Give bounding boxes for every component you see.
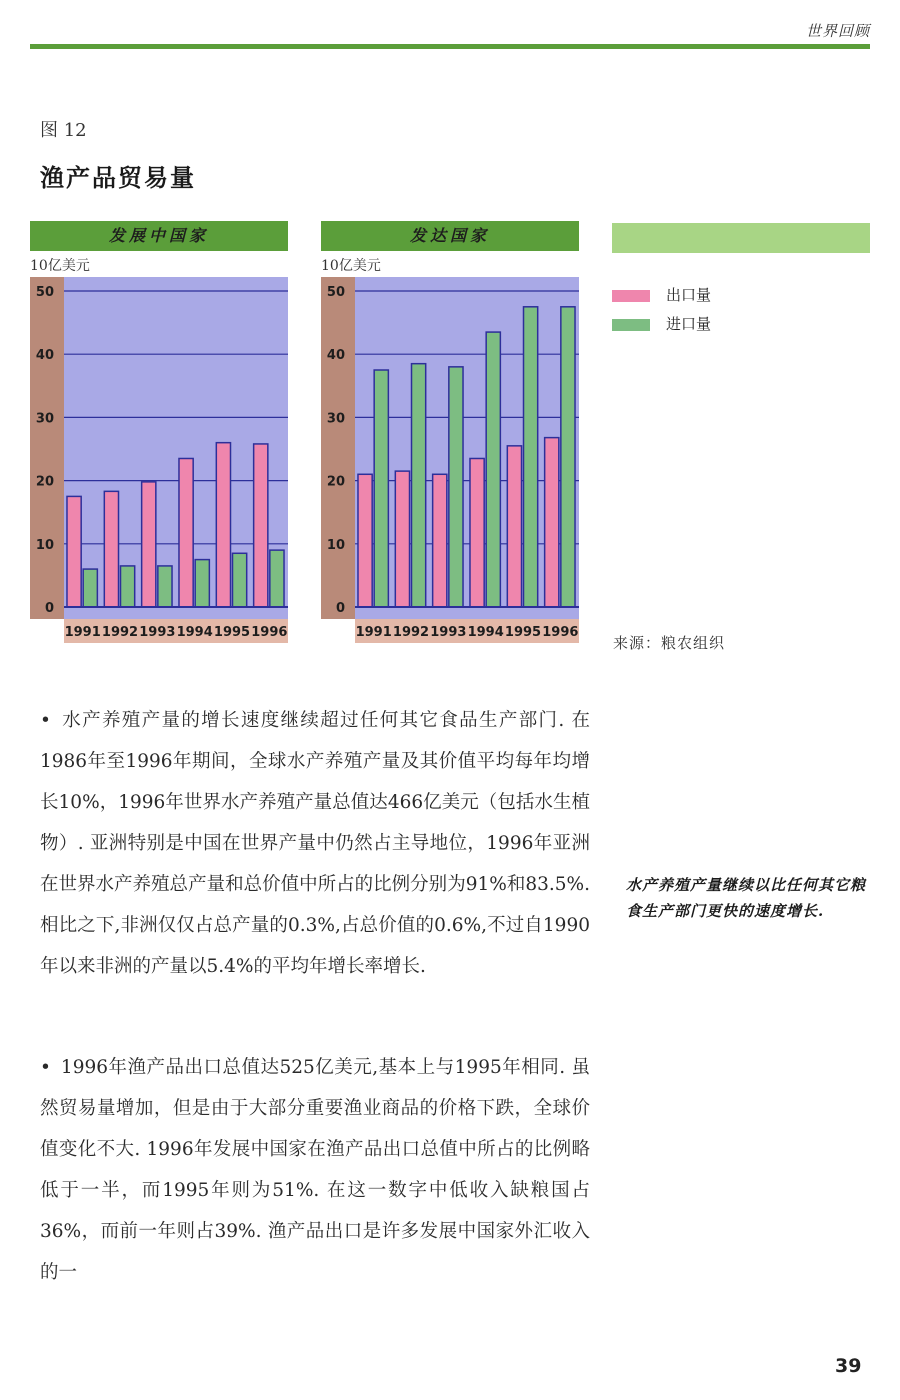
bar-import — [270, 550, 284, 607]
bar-import — [524, 307, 538, 607]
bar-export — [104, 491, 118, 607]
y-tick-label: 40 — [326, 348, 345, 364]
legend-swatch-export — [612, 290, 650, 302]
sidenote: 水产养殖产量继续以比任何其它粮食生产部门更快的速度增长. — [626, 876, 867, 920]
legend-header — [612, 223, 870, 253]
paragraph-text: 1996年渔产品出口总值达525亿美元,基本上与1995年相同. 虽然贸易量增加，但是由于大部分重要渔业商品的价格下跌，全球价值变化不大. 1996年发展中国家在渔产品出口总值中所占的比例略低于一半，而1995年则为51%. 在这一数字中低收入缺粮国占36%，而前一年则占39%. 渔产品出口是许多发展中国家外汇收入的一 — [40, 1057, 590, 1283]
y-tick-label: 0 — [335, 601, 345, 616]
bar-export — [179, 458, 193, 607]
y-tick-label: 10 — [35, 537, 54, 553]
bar-export — [395, 471, 409, 607]
x-tick-label: 1994 — [176, 625, 213, 640]
bar-export — [358, 474, 372, 607]
chart-unit-label: 10亿美元 — [30, 258, 90, 274]
chart-unit-label: 10亿美元 — [321, 258, 381, 274]
bar-import — [121, 566, 135, 607]
top-rule — [30, 44, 870, 49]
chart-title: 发达国家 — [321, 221, 579, 251]
x-tick-label: 1992 — [392, 625, 430, 640]
x-tick-label: 1992 — [101, 625, 139, 640]
legend-item-import — [612, 313, 711, 334]
figure-title: 渔产品贸易量 — [40, 164, 196, 192]
x-tick-label: 1991 — [64, 625, 101, 640]
bar-import — [449, 367, 463, 607]
bar-export — [67, 496, 81, 607]
bar-import — [412, 364, 426, 607]
y-axis-band — [321, 277, 355, 619]
y-tick-label: 20 — [35, 474, 54, 490]
bar-import — [195, 560, 209, 607]
y-tick-label: 30 — [326, 411, 345, 427]
chart-developed — [321, 221, 579, 643]
x-tick-label: 1996 — [251, 625, 288, 640]
running-head: 世界回顾 — [805, 22, 870, 40]
chart-title: 发展中国家 — [30, 221, 288, 251]
chart-plot — [321, 277, 579, 643]
y-tick-label: 50 — [35, 285, 54, 300]
paragraph-aquaculture — [40, 700, 590, 987]
chart-developing — [30, 221, 288, 643]
y-tick-label: 10 — [326, 537, 345, 553]
bar-import — [233, 553, 247, 607]
y-tick-label: 50 — [326, 285, 345, 300]
y-tick-label: 30 — [35, 411, 54, 427]
paragraph-exports — [40, 1047, 590, 1293]
legend-label: 出口量 — [666, 286, 712, 304]
x-tick-label: 1996 — [542, 625, 579, 640]
bar-export — [470, 458, 484, 607]
chart-plot — [30, 277, 288, 643]
source-note: 来源：粮农组织 — [613, 634, 726, 652]
bar-import — [158, 566, 172, 607]
bar-export — [545, 438, 559, 607]
legend-item-export — [612, 284, 711, 305]
y-axis-band — [30, 277, 64, 619]
bar-import — [486, 332, 500, 607]
bar-export — [507, 446, 521, 607]
x-tick-label: 1995 — [213, 625, 251, 640]
page-number: 39 — [835, 1355, 862, 1377]
paragraph-text: 水产养殖产量的增长速度继续超过任何其它食品生产部门. 在1986年至1996年期间，全球水产养殖产量及其价值平均每年均增长10%，1996年世界水产养殖产量总值达466亿美元（包括水生植物）. 亚洲特别是中国在世界产量中仍然占主导地位，1996年亚洲在世界水产养殖总产量和总价值中所占的比例分别为91%和83.5%. 相比之下,非洲仅仅占总产量的0.3%,占总价值的0.6%,不过自1990年以来非洲的产量以5.4%的平均年增长率增长. — [40, 710, 590, 977]
bar-import — [561, 307, 575, 607]
x-tick-label: 1994 — [467, 625, 504, 640]
x-tick-label: 1993 — [139, 625, 176, 640]
bullet: • — [40, 710, 51, 731]
x-tick-label: 1993 — [430, 625, 467, 640]
y-tick-label: 20 — [326, 474, 345, 490]
bar-import — [374, 370, 388, 607]
bar-import — [83, 569, 97, 607]
bar-export — [216, 443, 230, 607]
y-tick-label: 0 — [44, 601, 54, 616]
bar-export — [254, 444, 268, 607]
x-tick-label: 1991 — [355, 625, 392, 640]
bar-export — [433, 474, 447, 607]
x-tick-label: 1995 — [504, 625, 542, 640]
bar-export — [142, 482, 156, 607]
legend-swatch-import — [612, 319, 650, 331]
bullet: • — [40, 1057, 51, 1078]
y-tick-label: 40 — [35, 348, 54, 364]
legend-label: 进口量 — [666, 315, 712, 333]
figure-label: 图 12 — [40, 120, 87, 141]
